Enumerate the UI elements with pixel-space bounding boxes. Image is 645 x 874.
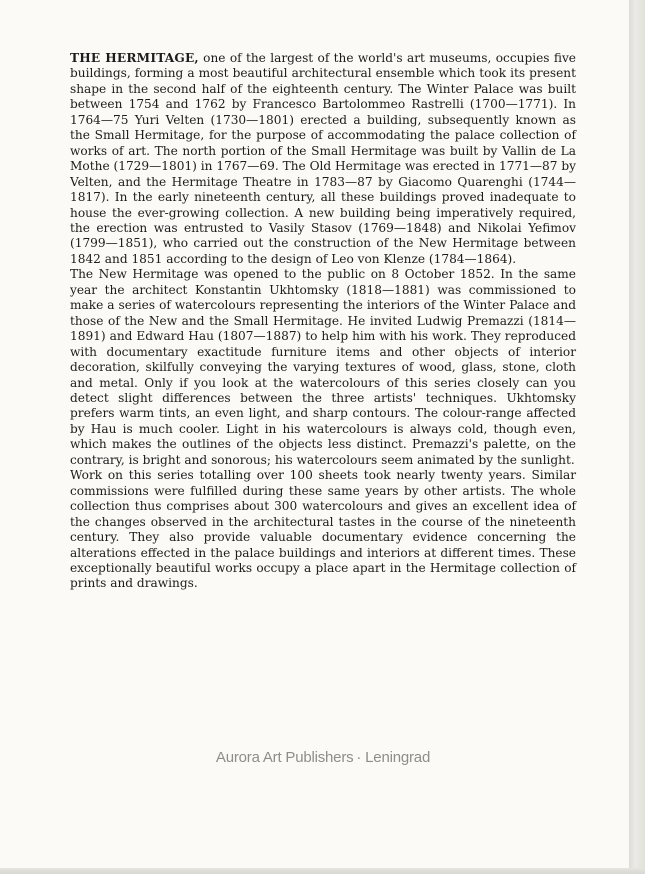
- publisher-name: Aurora Art Publishers: [215, 749, 354, 766]
- page-right-edge: [629, 0, 645, 874]
- essay-paragraph-1: [70, 51, 576, 267]
- essay-paragraph-2: The New Hermitage was opened to the public on 8 October 1852. In the same year the architect Konstantin Ukhtomsky (1818—1881) was commissioned to make a series of watercolours representing the interiors of the Winter Palace and those of the New and the Small Hermitage. He invited Ludwig Premazzi (1814—1891) and Edward Hau (1807—1887) to help him with his work. They reproduced with documentary exactitude furniture items and other objects of interior decoration, skilfully conveying the varying textures of wood, glass, stone, cloth and metal. Only if you look at the watercolours of this series closely can you detect slight differences between the three artists' techniques. Ukhtomsky prefers warm tints, an even light, and sharp contours. The colour-range affected by Hau is much cooler. Light in his watercolours is always cold, though even, which makes the outlines of the objects less distinct. Premazzi's palette, on the contrary, is bright and sonorous; his watercolours seem animated by the sunlight.: [70, 267, 576, 467]
- publisher-city: Leningrad: [365, 749, 431, 766]
- essay-paragraph-3: Work on this series totalling over 100 sheets took nearly twenty years. Similar commissions were fulfilled during these same years by other artists. The whole collection thus comprises about 300 watercolours and gives an excellent idea of the changes observed in the architectural tastes in the course of the nineteenth century. They also provide valuable documentary evidence concerning the alterations effected in the palace buildings and interiors at different times. These exceptionally beautiful works occupy a place apart in the Hermitage collection of prints and drawings.: [70, 468, 576, 591]
- page-bottom-edge: [0, 868, 645, 874]
- essay-paragraph-1-body: one of the largest of the world's art museums, occupies five buildings, forming a most beautiful architectural ensemble which took its present shape in the second half of the eighteenth century. The Winter Palace was built between 1754 and 1762 by Francesco Bartolommeo Rastrelli (1700—1771). In 1764—75 Yuri Velten (1730—1801) erected a building, subsequently known as the Small Hermitage, for the purpose of accommodating the palace collection of works of art. The north portion of the Small Hermitage was built by Vallin de La Mothe (1729—1801) in 1767—69. The Old Hermitage was erected in 1771—87 by Velten, and the Hermitage Theatre in 1783—87 by Giacomo Quarenghi (1744—1817). In the early nineteenth century, all these buildings proved inadequate to house the ever-growing collection. A new building being imperatively required, the erection was entrusted to Vasily Stasov (1769—1848) and Nikolai Yefimov (1799—1851), who carried out the construction of the New Hermitage between 1842 and 1851 according to the design of Leo von Klenze (1784—1864).: [70, 51, 576, 266]
- imprint-separator: ·: [356, 749, 362, 766]
- essay-lead-heading: THE HERMITAGE,: [70, 51, 199, 65]
- publisher-imprint: [0, 749, 645, 766]
- essay-text: [70, 51, 576, 592]
